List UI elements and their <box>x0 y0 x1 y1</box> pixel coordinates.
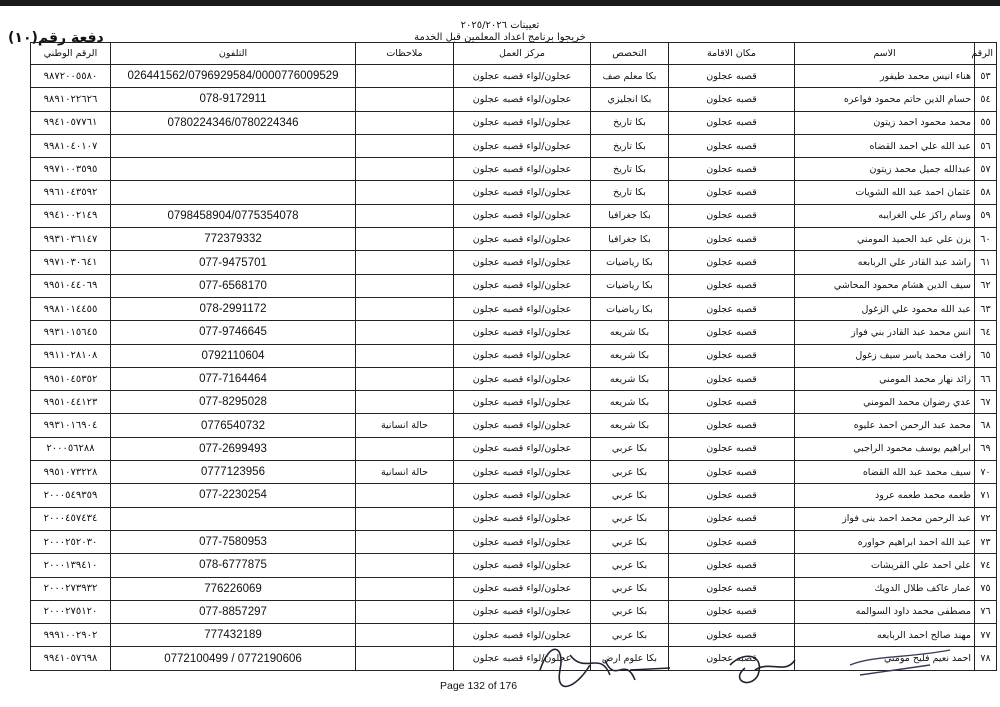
table-row <box>31 321 997 344</box>
row-number-cell: ٧٥ <box>975 577 997 600</box>
col-header-national-id: الرقم الوطني <box>31 43 111 65</box>
page-number: Page 132 of 176 <box>440 680 518 692</box>
specialty-cell: بكا رياضيات <box>591 274 669 297</box>
notes-cell <box>356 251 454 274</box>
employee-name-cell: راشد عبد القادر علي الربابعه <box>795 251 975 274</box>
residence-cell: قصبه عجلون <box>669 274 795 297</box>
table-row <box>31 461 997 484</box>
national-id-cell: ٩٩٨١٠٤٠١٠٧ <box>31 134 111 157</box>
employee-name-cell: رائد نهار محمد المومني <box>795 367 975 390</box>
work-center-cell: عجلون/لواء قصبه عجلون <box>454 321 591 344</box>
table-row <box>31 65 997 88</box>
row-number-cell: ٥٨ <box>975 181 997 204</box>
table-row <box>31 600 997 623</box>
notes-cell <box>356 530 454 553</box>
work-center-cell: عجلون/لواء قصبه عجلون <box>454 414 591 437</box>
notes-cell <box>356 624 454 647</box>
notes-cell <box>356 88 454 111</box>
work-center-cell: عجلون/لواء قصبه عجلون <box>454 647 591 670</box>
work-center-cell: عجلون/لواء قصبه عجلون <box>454 554 591 577</box>
table-row <box>31 134 997 157</box>
specialty-cell: بكا شريعه <box>591 344 669 367</box>
phone-cell: 077-8857297 <box>111 600 356 623</box>
residence-cell: قصبه عجلون <box>669 228 795 251</box>
residence-cell: قصبه عجلون <box>669 577 795 600</box>
work-center-cell: عجلون/لواء قصبه عجلون <box>454 251 591 274</box>
residence-cell: قصبه عجلون <box>669 158 795 181</box>
work-center-cell: عجلون/لواء قصبه عجلون <box>454 577 591 600</box>
national-id-cell: ٩٩٤١٠٥٧٦٩٨ <box>31 647 111 670</box>
phone-cell: 777432189 <box>111 624 356 647</box>
employee-name-cell: عبدالله جميل محمد زيتون <box>795 158 975 181</box>
phone-cell: 772379332 <box>111 228 356 251</box>
residence-cell: قصبه عجلون <box>669 367 795 390</box>
work-center-cell: عجلون/لواء قصبه عجلون <box>454 204 591 227</box>
residence-cell: قصبه عجلون <box>669 251 795 274</box>
table-row <box>31 530 997 553</box>
phone-cell: 078-6777875 <box>111 554 356 577</box>
phone-cell: 0776540732 <box>111 414 356 437</box>
residence-cell: قصبه عجلون <box>669 437 795 460</box>
specialty-cell: بكا تاريخ <box>591 111 669 134</box>
notes-cell <box>356 507 454 530</box>
specialty-cell: بكا عربي <box>591 554 669 577</box>
employee-name-cell: ابراهيم يوسف محمود الراجبي <box>795 437 975 460</box>
specialty-cell: بكا عربي <box>591 577 669 600</box>
row-number-cell: ٦٨ <box>975 414 997 437</box>
phone-cell <box>111 134 356 157</box>
work-center-cell: عجلون/لواء قصبه عجلون <box>454 600 591 623</box>
table-row <box>31 158 997 181</box>
notes-cell <box>356 228 454 251</box>
employee-name-cell: يزن علي عبد الحميد المومني <box>795 228 975 251</box>
specialty-cell: بكا شريعه <box>591 414 669 437</box>
specialty-cell: بكا معلم صف <box>591 65 669 88</box>
phone-cell: 776226069 <box>111 577 356 600</box>
row-number-cell: ٥٤ <box>975 88 997 111</box>
specialty-cell: بكا عربي <box>591 600 669 623</box>
phone-cell: 078-9172911 <box>111 88 356 111</box>
employee-name-cell: رافت محمد ياسر سيف زغول <box>795 344 975 367</box>
work-center-cell: عجلون/لواء قصبه عجلون <box>454 111 591 134</box>
specialty-cell: بكا تاريخ <box>591 158 669 181</box>
row-number-cell: ٥٦ <box>975 134 997 157</box>
table-row <box>31 437 997 460</box>
phone-cell <box>111 181 356 204</box>
residence-cell: قصبه عجلون <box>669 391 795 414</box>
table-row <box>31 274 997 297</box>
table-row <box>31 181 997 204</box>
employee-name-cell: عبد الرحمن محمد احمد بنى فواز <box>795 507 975 530</box>
work-center-cell: عجلون/لواء قصبه عجلون <box>454 228 591 251</box>
phone-cell: 0792110604 <box>111 344 356 367</box>
work-center-cell: عجلون/لواء قصبه عجلون <box>454 530 591 553</box>
table-row <box>31 554 997 577</box>
employee-name-cell: سيف محمد عبد الله القضاه <box>795 461 975 484</box>
table-row <box>31 88 997 111</box>
phone-cell: 0780224346/0780224346 <box>111 111 356 134</box>
row-number-cell: ٦٤ <box>975 321 997 344</box>
specialty-cell: بكا علوم ارض <box>591 647 669 670</box>
national-id-cell: ٩٨٧٢٠٠٥٥٨٠ <box>31 65 111 88</box>
notes-cell <box>356 134 454 157</box>
scan-top-edge <box>0 0 1000 6</box>
national-id-cell: ٢٠٠٠٥٤٩٣٥٩ <box>31 484 111 507</box>
row-number-cell: ٦١ <box>975 251 997 274</box>
notes-cell <box>356 554 454 577</box>
col-header-residence: مكان الاقامة <box>669 43 795 65</box>
national-id-cell: ٢٠٠٠٤٥٧٤٣٤ <box>31 507 111 530</box>
row-number-cell: ٧٠ <box>975 461 997 484</box>
appointments-table <box>30 42 997 671</box>
phone-cell: 077-9746645 <box>111 321 356 344</box>
specialty-cell: بكا رياضيات <box>591 251 669 274</box>
employee-name-cell: هناء انيس محمد طيفور <box>795 65 975 88</box>
table-row <box>31 507 997 530</box>
phone-cell <box>111 158 356 181</box>
notes-cell <box>356 204 454 227</box>
table-row <box>31 344 997 367</box>
residence-cell: قصبه عجلون <box>669 461 795 484</box>
notes-cell <box>356 437 454 460</box>
specialty-cell: بكا عربي <box>591 624 669 647</box>
row-number-cell: ٥٣ <box>975 65 997 88</box>
phone-cell: 077-9475701 <box>111 251 356 274</box>
work-center-cell: عجلون/لواء قصبه عجلون <box>454 274 591 297</box>
table-row <box>31 391 997 414</box>
phone-cell: 026441562/0796929584/0000776009529 <box>111 65 356 88</box>
work-center-cell: عجلون/لواء قصبه عجلون <box>454 344 591 367</box>
batch-number: دفعة رقم(١٠) <box>8 30 104 46</box>
col-header-phone: التلفون <box>111 43 356 65</box>
row-number-cell: ٥٧ <box>975 158 997 181</box>
table-row <box>31 228 997 251</box>
table-row <box>31 414 997 437</box>
residence-cell: قصبه عجلون <box>669 297 795 320</box>
national-id-cell: ٢٠٠٠٢٥٢٠٣٠ <box>31 530 111 553</box>
table-row <box>31 577 997 600</box>
row-number-cell: ٧٦ <box>975 600 997 623</box>
residence-cell: قصبه عجلون <box>669 624 795 647</box>
employee-name-cell: عدي رضوان محمد المومني <box>795 391 975 414</box>
specialty-cell: بكا شريعه <box>591 391 669 414</box>
national-id-cell: ٩٩٧١٠٣٠٦٤١ <box>31 251 111 274</box>
work-center-cell: عجلون/لواء قصبه عجلون <box>454 367 591 390</box>
national-id-cell: ٩٩٩١٠٠٢٩٠٢ <box>31 624 111 647</box>
residence-cell: قصبه عجلون <box>669 647 795 670</box>
specialty-cell: بكا انجليزي <box>591 88 669 111</box>
work-center-cell: عجلون/لواء قصبه عجلون <box>454 507 591 530</box>
work-center-cell: عجلون/لواء قصبه عجلون <box>454 624 591 647</box>
specialty-cell: بكا شريعه <box>591 367 669 390</box>
specialty-cell: بكا عربي <box>591 507 669 530</box>
phone-cell: 077-2230254 <box>111 484 356 507</box>
specialty-cell: بكا عربي <box>591 484 669 507</box>
residence-cell: قصبه عجلون <box>669 111 795 134</box>
employee-name-cell: عبد الله علي احمد القضاه <box>795 134 975 157</box>
row-number-cell: ٧٨ <box>975 647 997 670</box>
row-number-cell: ٧٧ <box>975 624 997 647</box>
notes-cell <box>356 367 454 390</box>
phone-cell: 077-2699493 <box>111 437 356 460</box>
residence-cell: قصبه عجلون <box>669 414 795 437</box>
document-subtitle: خريجوا برنامج اعداد المعلمين قبل الخدمة <box>414 32 586 43</box>
document-title: تعيينات ٢٠٢٥/٢٠٢٦ <box>460 20 540 31</box>
specialty-cell: بكا شريعه <box>591 321 669 344</box>
employee-name-cell: عبد الله احمد ابراهيم حواوره <box>795 530 975 553</box>
notes-cell <box>356 321 454 344</box>
national-id-cell: ٩٩٥١٠٤٤٠٦٩ <box>31 274 111 297</box>
row-number-cell: ٦٠ <box>975 228 997 251</box>
notes-cell <box>356 65 454 88</box>
phone-cell: 077-8295028 <box>111 391 356 414</box>
signatures <box>530 630 960 700</box>
residence-cell: قصبه عجلون <box>669 484 795 507</box>
notes-cell <box>356 484 454 507</box>
row-number-cell: ٦٢ <box>975 274 997 297</box>
specialty-cell: بكا جغرافيا <box>591 204 669 227</box>
national-id-cell: ٩٩٣١٠٣٦١٤٧ <box>31 228 111 251</box>
signature-2 <box>730 656 795 682</box>
work-center-cell: عجلون/لواء قصبه عجلون <box>454 484 591 507</box>
national-id-cell: ٢٠٠٠٢٧٣٩٣٢ <box>31 577 111 600</box>
national-id-cell: ٢٠٠٠٢٧٥١٢٠ <box>31 600 111 623</box>
notes-cell <box>356 181 454 204</box>
table-row <box>31 297 997 320</box>
row-number-cell: ٥٥ <box>975 111 997 134</box>
row-number-cell: ٧١ <box>975 484 997 507</box>
employee-name-cell: عبد الله محمود علي الزغول <box>795 297 975 320</box>
employee-name-cell: مهند صالح احمد الربابعه <box>795 624 975 647</box>
specialty-cell: بكا رياضيات <box>591 297 669 320</box>
national-id-cell: ٩٩٥١٠٤٥٣٥٢ <box>31 367 111 390</box>
national-id-cell: ٩٩٤١٠٥٧٧٦١ <box>31 111 111 134</box>
residence-cell: قصبه عجلون <box>669 600 795 623</box>
notes-cell <box>356 297 454 320</box>
col-header-num: الرقم <box>975 43 997 65</box>
table-row <box>31 367 997 390</box>
residence-cell: قصبه عجلون <box>669 65 795 88</box>
row-number-cell: ٦٣ <box>975 297 997 320</box>
specialty-cell: بكا عربي <box>591 461 669 484</box>
employee-name-cell: وسام راكز علي الغرايبه <box>795 204 975 227</box>
residence-cell: قصبه عجلون <box>669 88 795 111</box>
col-header-specialty: التخصص <box>591 43 669 65</box>
specialty-cell: بكا عربي <box>591 437 669 460</box>
notes-cell <box>356 111 454 134</box>
work-center-cell: عجلون/لواء قصبه عجلون <box>454 158 591 181</box>
employee-name-cell: طعمه محمد طعمه عرود <box>795 484 975 507</box>
national-id-cell: ٢٠٠٠١٣٩٤١٠ <box>31 554 111 577</box>
notes-cell <box>356 577 454 600</box>
specialty-cell: بكا جغرافيا <box>591 228 669 251</box>
work-center-cell: عجلون/لواء قصبه عجلون <box>454 134 591 157</box>
phone-cell: 077-7164464 <box>111 367 356 390</box>
row-number-cell: ٧٤ <box>975 554 997 577</box>
phone-cell: 0772190606 / 0772100499 <box>111 647 356 670</box>
table-row <box>31 251 997 274</box>
national-id-cell: ٩٨٩١٠٢٢٦٢٦ <box>31 88 111 111</box>
residence-cell: قصبه عجلون <box>669 181 795 204</box>
notes-cell <box>356 391 454 414</box>
employee-name-cell: انس محمد عبد القادر بني فواز <box>795 321 975 344</box>
residence-cell: قصبه عجلون <box>669 507 795 530</box>
work-center-cell: عجلون/لواء قصبه عجلون <box>454 297 591 320</box>
notes-cell: حالة انسانية <box>356 461 454 484</box>
row-number-cell: ٦٦ <box>975 367 997 390</box>
national-id-cell: ٩٩٣١٠١٦٩٠٤ <box>31 414 111 437</box>
national-id-cell: ٩٩٨١٠١٤٤٥٥ <box>31 297 111 320</box>
residence-cell: قصبه عجلون <box>669 134 795 157</box>
national-id-cell: ٩٩٤١٠٠٢١٤٩ <box>31 204 111 227</box>
work-center-cell: عجلون/لواء قصبه عجلون <box>454 181 591 204</box>
col-header-name: الاسم <box>795 43 975 65</box>
employee-name-cell: محمد محمود احمد زيتون <box>795 111 975 134</box>
work-center-cell: عجلون/لواء قصبه عجلون <box>454 461 591 484</box>
employee-name-cell: احمد نعيم فليح مومني <box>795 647 975 670</box>
phone-cell: 077-7580953 <box>111 530 356 553</box>
notes-cell <box>356 647 454 670</box>
notes-cell <box>356 344 454 367</box>
national-id-cell: ٩٩٥١٠٤٤١٢٣ <box>31 391 111 414</box>
work-center-cell: عجلون/لواء قصبه عجلون <box>454 437 591 460</box>
specialty-cell: بكا تاريخ <box>591 181 669 204</box>
national-id-cell: ٩٩٣١٠١٥٦٤٥ <box>31 321 111 344</box>
col-header-work-center: مركز العمل <box>454 43 591 65</box>
table-header-row <box>31 43 997 65</box>
employee-name-cell: عثمان احمد عبد الله الشويات <box>795 181 975 204</box>
row-number-cell: ٦٧ <box>975 391 997 414</box>
notes-cell <box>356 158 454 181</box>
table-row <box>31 484 997 507</box>
phone-cell: 077-6568170 <box>111 274 356 297</box>
phone-cell: 0798458904/0775354078 <box>111 204 356 227</box>
national-id-cell: ٩٩٧١٠٠٣٥٩٥ <box>31 158 111 181</box>
employee-name-cell: محمد عبد الرحمن احمد عليوه <box>795 414 975 437</box>
specialty-cell: بكا عربي <box>591 530 669 553</box>
employee-name-cell: حسام الدين حاتم محمود فواعره <box>795 88 975 111</box>
national-id-cell: ٩٩٥١٠٧٣٢٢٨ <box>31 461 111 484</box>
residence-cell: قصبه عجلون <box>669 204 795 227</box>
signature-1 <box>540 649 670 686</box>
work-center-cell: عجلون/لواء قصبه عجلون <box>454 391 591 414</box>
row-number-cell: ٧٣ <box>975 530 997 553</box>
employee-name-cell: مصطفى محمد داود السوالمه <box>795 600 975 623</box>
employee-name-cell: سيف الدين هشام محمود المحاشي <box>795 274 975 297</box>
row-number-cell: ٦٥ <box>975 344 997 367</box>
notes-cell <box>356 274 454 297</box>
work-center-cell: عجلون/لواء قصبه عجلون <box>454 88 591 111</box>
employee-name-cell: علي احمد علي القريشات <box>795 554 975 577</box>
employee-name-cell: عمار عاكف طلال الدويك <box>795 577 975 600</box>
table-row <box>31 204 997 227</box>
phone-cell: 0777123956 <box>111 461 356 484</box>
residence-cell: قصبه عجلون <box>669 344 795 367</box>
table-row <box>31 111 997 134</box>
national-id-cell: ٢٠٠٠٥٦٢٨٨ <box>31 437 111 460</box>
row-number-cell: ٦٩ <box>975 437 997 460</box>
work-center-cell: عجلون/لواء قصبه عجلون <box>454 65 591 88</box>
national-id-cell: ٩٩١١٠٢٨١٠٨ <box>31 344 111 367</box>
phone-cell <box>111 507 356 530</box>
signature-3 <box>850 650 950 675</box>
residence-cell: قصبه عجلون <box>669 321 795 344</box>
row-number-cell: ٧٢ <box>975 507 997 530</box>
national-id-cell: ٩٩٦١٠٤٣٥٩٢ <box>31 181 111 204</box>
phone-cell: 078-2991172 <box>111 297 356 320</box>
notes-cell <box>356 600 454 623</box>
residence-cell: قصبه عجلون <box>669 530 795 553</box>
notes-cell: حالة انسانية <box>356 414 454 437</box>
row-number-cell: ٥٩ <box>975 204 997 227</box>
specialty-cell: بكا تاريخ <box>591 134 669 157</box>
col-header-notes: ملاحظات <box>356 43 454 65</box>
residence-cell: قصبه عجلون <box>669 554 795 577</box>
